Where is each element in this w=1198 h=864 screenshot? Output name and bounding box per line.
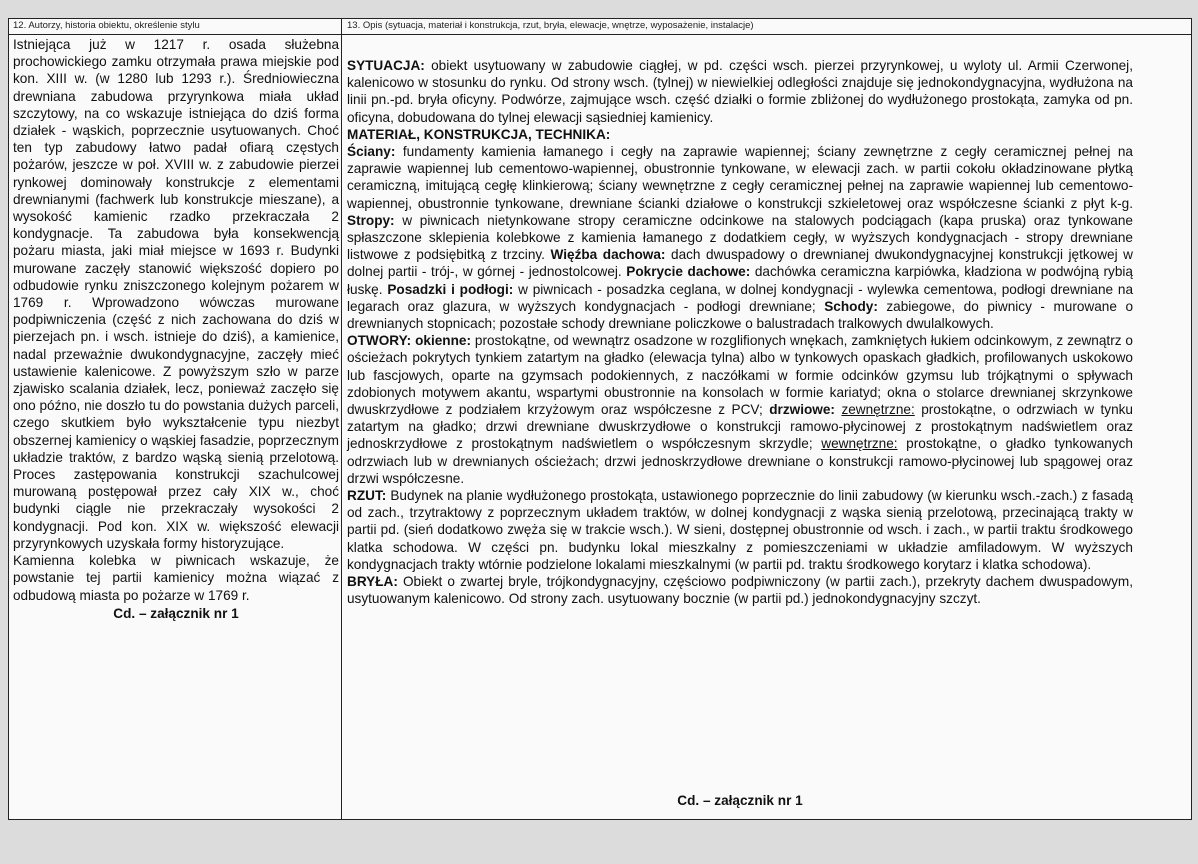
- pokrycie-label: Pokrycie dachowe:: [626, 264, 751, 280]
- rzut-label: RZUT:: [347, 488, 387, 504]
- drzwiowe-label: drzwiowe:: [769, 402, 835, 418]
- otwory-label: OTWORY:: [347, 333, 412, 349]
- column-divider: [341, 19, 342, 819]
- wewnetrzne-label: wewnętrzne:: [821, 436, 898, 452]
- material-heading: MATERIAŁ, KONSTRUKCJA, TECHNIKA:: [347, 126, 611, 142]
- wewnetrzne-text: prostokątne, o gładko tynkowanych odrzwiach lub w drewnianych ościeżach; drzwi jednoskrzydłowe drewniane o konstrukcji ramowo-płycinowej lub spągowej oraz drzwi współczesne.: [347, 436, 1133, 486]
- sciany-text: fundamenty kamienia łamanego i cegły na zaprawie wapiennej; ściany zewnętrzne z cegły ceramicznej pełnej na zaprawie wapiennej lub cementowo-wapiennej, obustronnie tynkowane, w elewacji zach. w partii cokołu okładzinowane płytką ceramiczną, imitującą cegłę klinkierową; ściany wewnętrzne z cegły ceramicznej pełnej na zaprawie wapiennej lub cementowo-wapiennej, obustronnie tynkowane, drewniane ścianki działowe o konstrukcji szkieletowej oraz współczesne ścianki z płyt k-g.: [347, 144, 1133, 211]
- okienne-text: prostokątne, od wewnątrz osadzone w rozglifionych wnękach, zamkniętych łukiem odcinkowym, z zewnątrz o ościeżach pokrytych tynkiem zatartym na gładko (elewacja tylna) albo w tynkowych opaskach gładkich, profilowanych uskokowo lub fascjowych, oparte na gzymsach podokiennych, z naczółkami w formie odcinków gzymsu lub trójkątnymi o spływach zdobionych motywem akantu, wspartymi obustronnie na konsolach w formie kariatyd; okna o stolarce drewnianej skrzynkowe dwuskrzydłowe z podziałem krzyżowym oraz współczesne z PCV;: [347, 333, 1133, 418]
- bryla-text: Obiekt o zwartej bryle, trójkondygnacyjny, częściowo podpiwniczony (w partii zach.), przekryty dachem dwuspadowym, usytuowanym kalenicowo. Od strony zach. usytuowany bocznie (w partii pd.) jednokondygnacyjny szczyt.: [347, 574, 1133, 607]
- right-column-header: 13. Opis (sytuacja, materiał i konstrukcja, rzut, bryła, elewacje, wnętrze, wyposażenie, instalacje): [347, 20, 754, 31]
- zewnetrzne-text: prostokątne, o odrzwiach w tynku zatartym na gładko; drzwi drewniane dwuskrzydłowe o konstrukcji ramowo-płycinowej z prostokątnym nadświetlem oraz jednoskrzydłowe z prostokątnym nadświetlem o współczesnym skrzydle;: [347, 402, 1133, 452]
- okienne-label: okienne:: [415, 333, 471, 349]
- pokrycie-text: dachówka ceramiczna karpiówka, kładziona w podwójną rybią łuskę.: [347, 264, 1133, 297]
- left-header-rule: [9, 34, 341, 35]
- left-continuation-note: Cd. – załącznik nr 1: [113, 605, 239, 621]
- stropy-label: Stropy:: [347, 212, 395, 228]
- sciany-label: Ściany:: [347, 144, 396, 160]
- sytuacja-text: obiekt usytuowany w zabudowie ciągłej, w pd. części wsch. pierzei przyrynkowej, u wyloty ul. Armii Czerwonej, kalenicowo w stosunku do rynku. Od strony wsch. (tylnej) w niewielkiej odległości znajduje się jednokondygnacyjna, wydłużona na linii pn.-pd. bryła oficyny. Podwórze, zajmujące wsch. część działki o formie zbliżonej do wydłużonego prostokąta, zamyka od pn. oficyna, dobudowana do tylnej elewacji sąsiedniej kamienicy.: [347, 58, 1133, 125]
- schody-text: zabiegowe, do piwnicy - murowane o drewnianych stopnicach; pozostałe schody drewniane policzkowe o balustradach tralkowych dwulalkowych.: [347, 298, 1134, 332]
- stropy-text: w piwnicach nietynkowane stropy ceramiczne odcinkowe na stalowych podciągach (kapa pruska) oraz tynkowane spłaszczone sklepienia kolebkowe z kamienia łamanego z dodatkiem cegły, w wyższych kondygnacjach - stropy drewniane listwowe z podsiębitką z trzciny.: [347, 212, 1133, 263]
- right-header-rule: [342, 34, 1191, 35]
- description-column: [347, 57, 1133, 608]
- history-column: [13, 36, 339, 622]
- rzut-text: Budynek na planie wydłużonego prostokąta, ustawionego poprzecznie do linii zabudowy (w kierunku wsch.-zach.) z fasadą od zach., trzytraktowy z poprzecznym układem traktów, w dolnej kondygnacji z wąska sienią przelotową, przecinającą trakty w partii pd. (sień dodatkowo zwęża się w trakcie wsch.). W sieni, dostępnej obustronnie od wsch. i zach., w partii traktu środkowego klatka schodowa. W części pn. budynku lokal mieszkalny z pomieszczeniami w układzie amfiladowym. W wyższych kondygnacjach trakty wtórnie podzielone lokalami mieszkalnymi (w partii pd. traktu środkowego korytarz i klatka schodowa).: [347, 488, 1134, 572]
- zewnetrzne-label: zewnętrzne:: [841, 402, 915, 418]
- rzut-section: [347, 487, 1133, 573]
- history-paragraph-1: Istniejąca już w 1217 r. osada służebna prochowickiego zamku otrzymała prawa miejskie pod kon. XIII w. (w 1280 lub 1293 r.). Średniowieczna drewniana zabudowa przyrynkowa miała układ szczytowy, na co wskazuje istniejąca do dziś forma działek - wąskich, poprzecznie usytuowanych. Choć ten typ zabudowy łatwo padał ofiarą częstych pożarów, jeszcze w poł. XVIII w. z zabudowie pierzei rynkowej dominowały konstrukcje z elementami drewnianymi (fachwerk lub konstrukcje mieszane), a wysokość kamienic rzadko przekraczała 2 kondygnacje. Ta zabudowa była konsekwencją pożaru miasta, jaki miał miejsce w 1693 r. Budynki murowane zaczęły stanowić większość dopiero po odbudowie rynku zniszczonego kolejnym pożarem w 1769 r. Wprowadzono wówczas murowane podpiwniczenia (część z nich zachowana do dziś w pierzejach pn. i wsch. istnieje do dziś), a kamienice, nadal przeważnie dwukondygnacyjne, zaczęły mieć ustawienie kalenicowe. Z powyższym szło w parze zjawisko scalania działek, lecz, ponieważ zaczęło się ono późno, nie doszło tu do powstania dużych parceli, czego skutkiem było wykształcenie typu niezbyt obszernej kamienicy o wąskiej fasadzie, poprzecznym układzie traktów, z bardzo wąską sienią przelotową. Proces zastępowania konstrukcji szachulcowej murowaną postępował przez cały XIX w., choć budynki ciągle nie przekraczały wysokości 2 kondygnacji. Pod kon. XIX w. większość elewacji przyrynkowych uzyskała formy historyzujące.: [13, 37, 339, 551]
- schody-label: Schody:: [824, 298, 878, 314]
- bryla-label: BRYŁA:: [347, 574, 398, 590]
- material-section: [347, 143, 1133, 332]
- bryla-section: [347, 573, 1133, 607]
- posadzki-label: Posadzki i podłogi:: [387, 281, 514, 297]
- form-sheet: [8, 18, 1192, 820]
- posadzki-text: w piwnicach - posadzka ceglana, w dolnej kondygnacji - wylewka cementowa, podłogi drewniane na legarach oraz glazura, w wyższych kondygnacjach - podłogi drewniane;: [347, 281, 1134, 314]
- left-column-header: 12. Autorzy, historia obiektu, określenie stylu: [13, 20, 200, 31]
- wiezba-text: dach dwuspadowy o drewnianej dwukondygnacyjnej konstrukcji jętkowej w dolnej partii - trój-, w górnej - jednostolcowej.: [347, 247, 1133, 280]
- wiezba-label: Więźba dachowa:: [550, 247, 666, 263]
- sytuacja-label: SYTUACJA:: [347, 58, 425, 73]
- otwory-section: [347, 332, 1133, 487]
- history-paragraph-2: Kamienna kolebka w piwnicach wskazuje, że powstanie tej partii kamienicy można wiązać z odbudową miasta po pożarze w 1769 r.: [13, 553, 339, 603]
- sytuacja-section: [347, 57, 1133, 126]
- right-continuation-note: Cd. – załącznik nr 1: [677, 793, 803, 808]
